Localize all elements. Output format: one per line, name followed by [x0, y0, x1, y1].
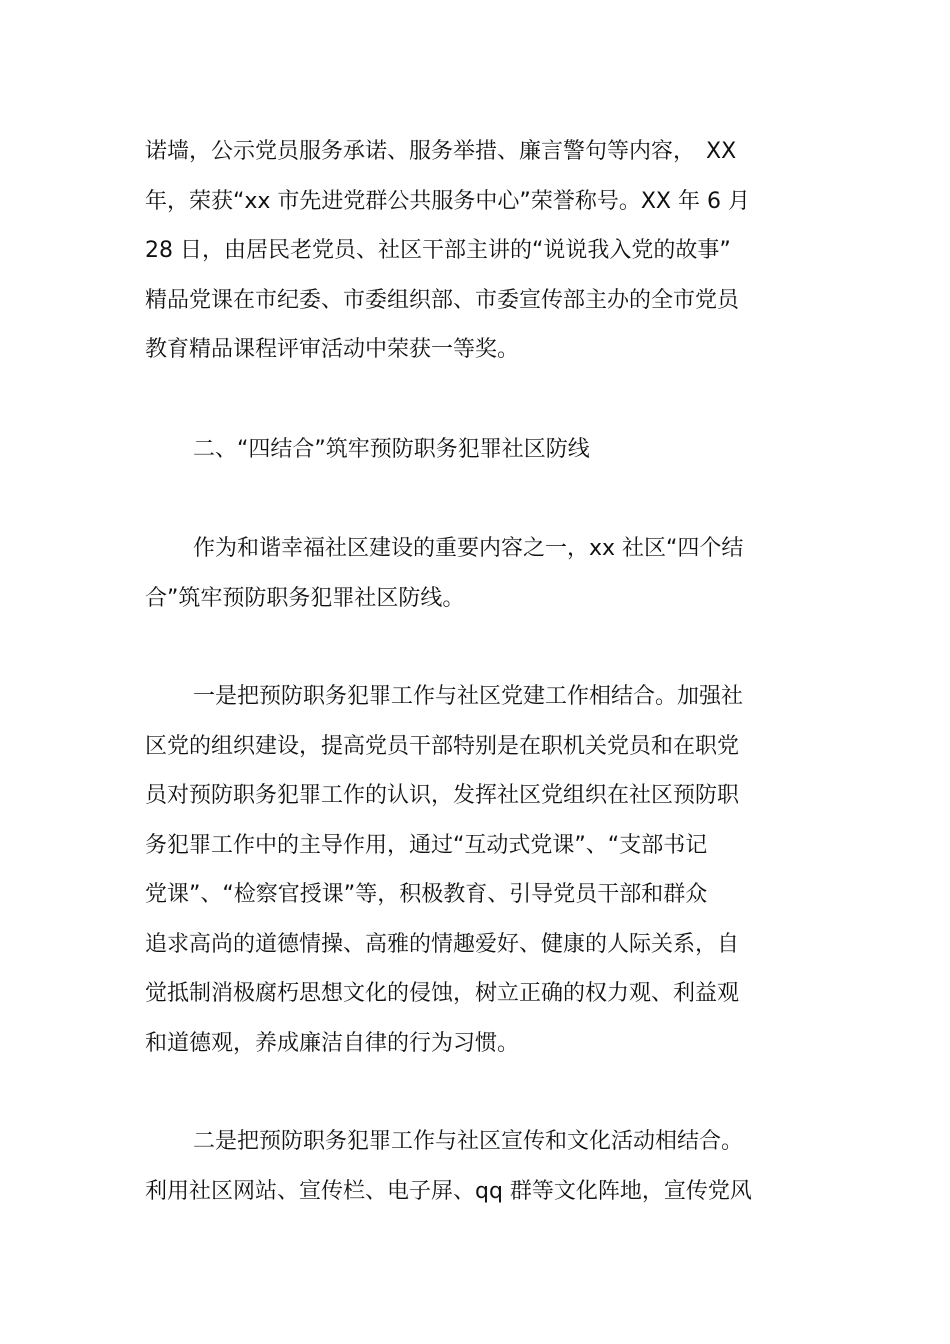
- text-line: 和道德观，养成廉洁自律的行为习惯。: [145, 1030, 520, 1056]
- paragraph-intro: [145, 524, 815, 623]
- paragraph-point-one: [145, 672, 815, 1068]
- text-line: 利用社区网站、宣传栏、电子屏、qq 群等文化阵地，宣传党风: [145, 1178, 752, 1204]
- text-line: 一是把预防职务犯罪工作与社区党建工作相结合。加强社: [193, 684, 744, 709]
- text-line: 觉抵制消极腐朽思想文化的侵蚀，树立正确的权力观、利益观: [145, 981, 740, 1006]
- text-line: 二是把预防职务犯罪工作与社区宣传和文化活动相结合。: [193, 1129, 744, 1154]
- section-heading: [145, 425, 815, 475]
- text-line: 作为和谐幸福社区建设的重要内容之一，xx 社区“四个结: [193, 536, 744, 561]
- text-line: 教育精品课程评审活动中荣获一等奖。: [145, 337, 520, 362]
- text-line: 精品党课在市纪委、市委组织部、市委宣传部主办的全市党员: [145, 287, 740, 313]
- text-line: 28 日，由居民老党员、社区干部主讲的“说说我入党的故事”: [145, 238, 731, 263]
- text-line: 合”筑牢预防职务犯罪社区防线。: [145, 585, 465, 611]
- paragraph-1: [145, 127, 815, 375]
- text-line: 追求高尚的道德情操、高雅的情趣爱好、健康的人际关系，自: [145, 931, 740, 957]
- text-line: 诺墙，公示党员服务承诺、服务举措、廉言警句等内容， XX: [145, 139, 737, 164]
- paragraph-point-two: [145, 1117, 815, 1216]
- text-line: 年，荣获“xx 市先进党群公共服务中心”荣誉称号。XX 年 6 月: [145, 188, 750, 214]
- text-line: 党课”、“检察官授课”等，积极教育、引导党员干部和群众: [145, 882, 708, 907]
- text-line: 员对预防职务犯罪工作的认识，发挥社区党组织在社区预防职: [145, 783, 740, 808]
- text-line: 务犯罪工作中的主导作用，通过“互动式党课”、“支部书记: [145, 832, 708, 858]
- text-line: 区党的组织建设，提高党员干部特别是在职机关党员和在职党: [145, 733, 740, 759]
- heading-text: 二、“四结合”筑牢预防职务犯罪社区防线: [193, 437, 590, 462]
